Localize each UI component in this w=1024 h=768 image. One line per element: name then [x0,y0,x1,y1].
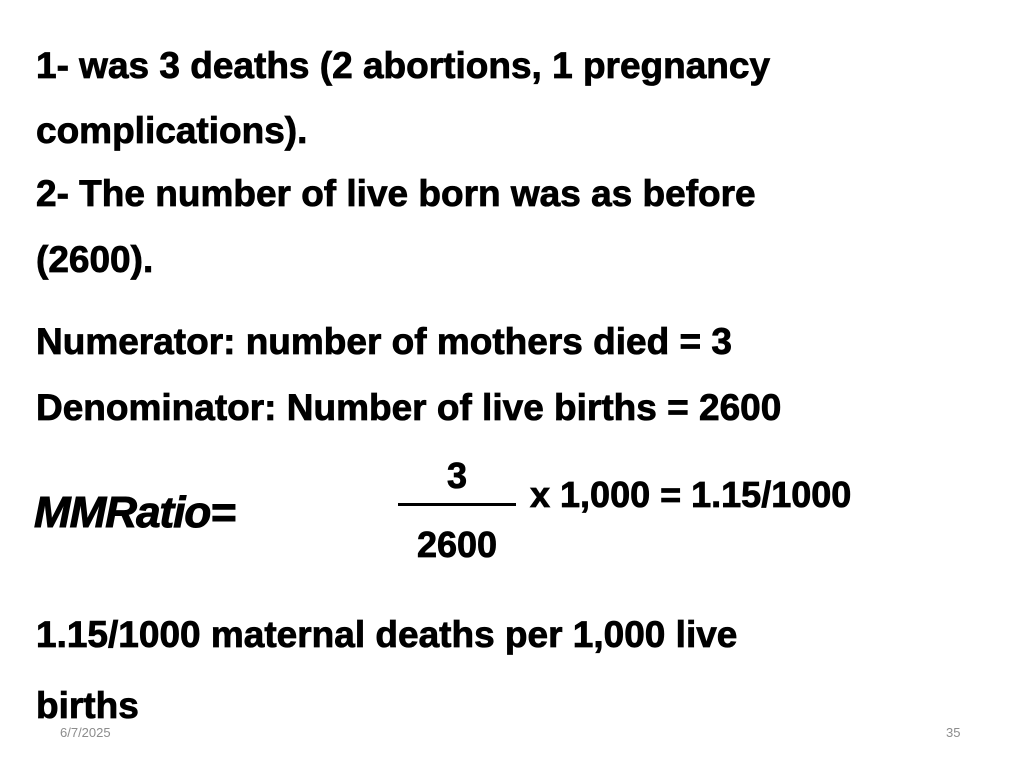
text-line-2: complications). [36,110,308,151]
footer-date: 6/7/2025 [60,725,111,740]
text-line-1: 1- was 3 deaths (2 abortions, 1 pregnancy [36,45,771,86]
text-line-4: (2600). [36,239,154,280]
fraction-numerator: 3 [446,455,468,496]
conclusion-line-1: 1.15/1000 maternal deaths per 1,000 live [36,614,738,655]
formula-label: MMRatio= [34,488,235,537]
fraction-bar [398,503,516,506]
numerator-line: Numerator: number of mothers died = 3 [36,321,732,362]
fraction-denominator: 2600 [416,524,498,565]
page-number: 35 [946,725,961,740]
denominator-line: Denominator: Number of live births = 2600 [36,387,782,428]
conclusion-line-2: births [36,685,139,726]
text-line-3: 2- The number of live born was as before [36,173,756,214]
formula-result: x 1,000 = 1.15/1000 [530,474,852,515]
